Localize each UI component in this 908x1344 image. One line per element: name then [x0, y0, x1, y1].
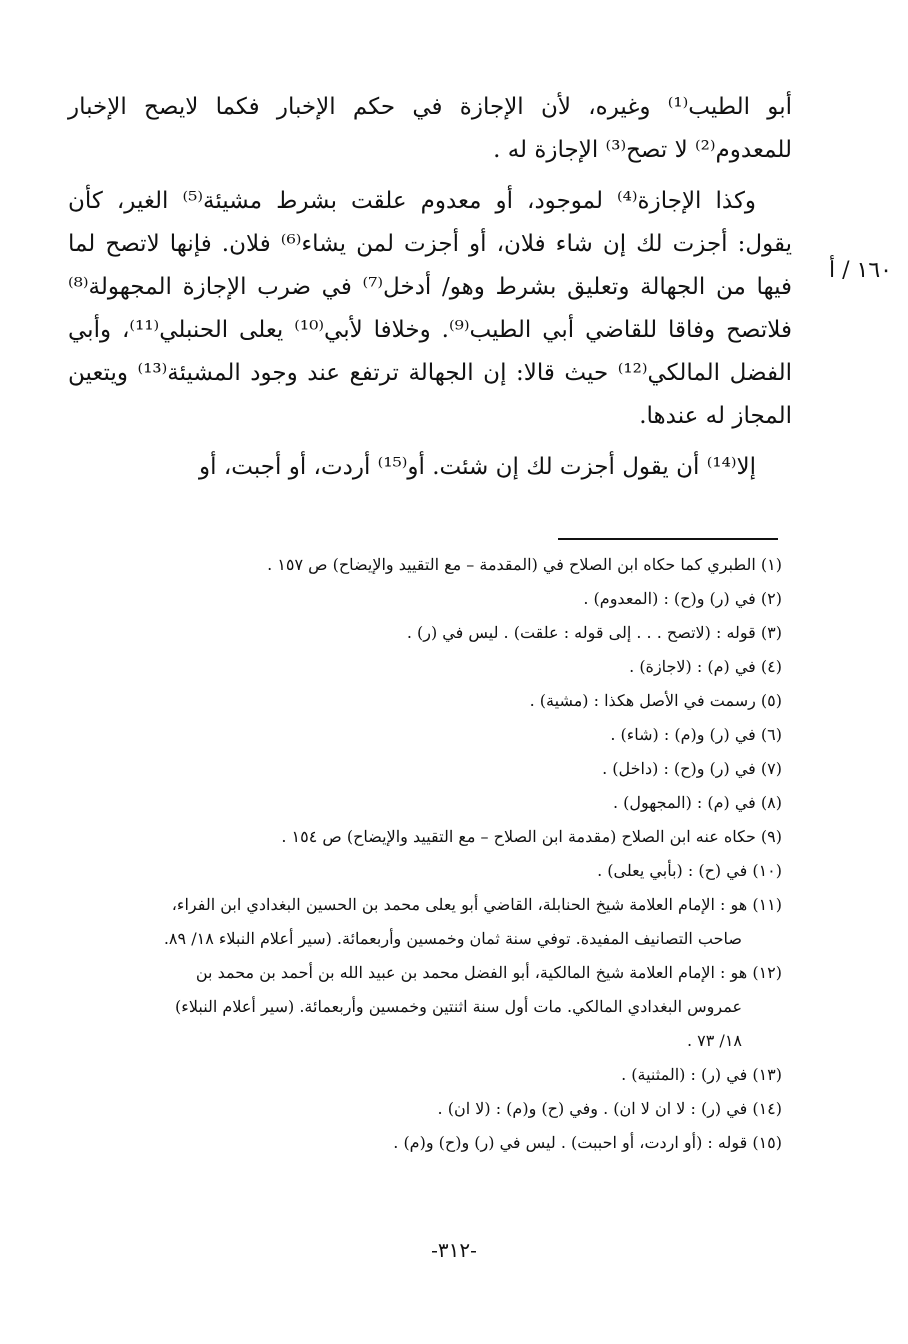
paragraph-3: إلا⁽¹⁴⁾ أن يقول أجزت لك إن شئت. أو⁽¹⁵⁾ أردت، أو أجبت، أو — [199, 454, 756, 480]
paragraph-2: وكذا الإجازة⁽⁴⁾ لموجود، أو معدوم علقت بشرط مشيئة⁽⁵⁾ الغير، كأن يقول: أجزت لك إن شاء فلان، أو أجزت لمن يشاء⁽⁶⁾ فلان. فإنها لاتصح لما فيها من الجهالة وتعليق بشرط وهو/ أدخل⁽⁷⁾ في ضرب الإجازة المجهولة⁽⁸⁾ فلاتصح وفاقا للقاضي أبي الطيب⁽⁹⁾. وخلافا لأبي⁽¹⁰⁾ يعلى الحنبلي⁽¹¹⁾، وأبي الفضل المالكي⁽¹²⁾ حيث قالا: إن الجهالة ترتفع عند وجود المشيئة⁽¹³⁾ ويتعين المجاز له عندها. — [68, 188, 792, 429]
footnote-12-line-1: (١٢) هو : الإمام العلامة شيخ المالكية، أبو الفضل محمد بن عبيد الله بن أحمد بن محمد بن — [195, 963, 782, 982]
page-number: -٣١٢- — [431, 1238, 477, 1262]
footnote-2: (٢) في (ر) و(ح) : (المعدوم) . — [583, 589, 782, 608]
footnote-13: (١٣) في (ر) : (المثنية) . — [621, 1065, 782, 1084]
footnote-3: (٣) قوله : (لاتصح . . . إلى قوله : علقت) . ليس في (ر) . — [406, 623, 782, 642]
footnote-15: (١٥) قوله : (أو اردت، أو احببت) . ليس في (ر) و(ح) و(م) . — [393, 1133, 782, 1152]
folio-margin-note: ١٦٠ / أ — [829, 258, 892, 283]
main-text-block — [68, 86, 792, 489]
footnote-6: (٦) في (ر) و(م) : (شاء) . — [610, 725, 782, 744]
footnote-12-line-2: عمروس البغدادي المالكي. مات أول سنة اثنتين وخمسين وأربعمائة. (سير أعلام النبلاء) — [175, 997, 742, 1016]
footnotes-list — [82, 548, 782, 1160]
footnote-8: (٨) في (م) : (المجهول) . — [612, 793, 782, 812]
footnote-separator — [558, 538, 778, 540]
footnote-5: (٥) رسمت في الأصل هكذا : (مشية) . — [529, 691, 782, 710]
footnote-12-line-3: ١٨/ ٧٣ . — [686, 1031, 742, 1050]
footnote-11-line-1: (١١) هو : الإمام العلامة شيخ الحنابلة، القاضي أبو يعلى محمد بن الحسين البغدادي ابن الفراء، — [171, 895, 782, 914]
footnote-11-line-2: صاحب التصانيف المفيدة. توفي سنة ثمان وخمسين وأربعمائة. (سير أعلام النبلاء ١٨/ ٨٩. — [163, 929, 742, 948]
footnote-1: (١) الطبري كما حكاه ابن الصلاح في (المقدمة – مع التقييد والإيضاح) ص ١٥٧ . — [267, 555, 782, 574]
paragraph-1: أبو الطيب⁽¹⁾ وغيره، لأن الإجازة في حكم الإخبار فكما لايصح الإخبار للمعدوم⁽²⁾ لا تصح⁽³⁾ الإجازة له . — [68, 94, 792, 163]
footnote-14: (١٤) في (ر) : لا ان لا ان) . وفي (ح) و(م) : (لا ان) . — [437, 1099, 782, 1118]
footnote-10: (١٠) في (ح) : (بأبي يعلى) . — [597, 861, 782, 880]
footnote-4: (٤) في (م) : (لاجازة) . — [629, 657, 782, 676]
footnote-9: (٩) حكاه عنه ابن الصلاح (مقدمة ابن الصلاح – مع التقييد والإيضاح) ص ١٥٤ . — [281, 827, 782, 846]
footnote-7: (٧) في (ر) و(ح) : (داخل) . — [602, 759, 782, 778]
